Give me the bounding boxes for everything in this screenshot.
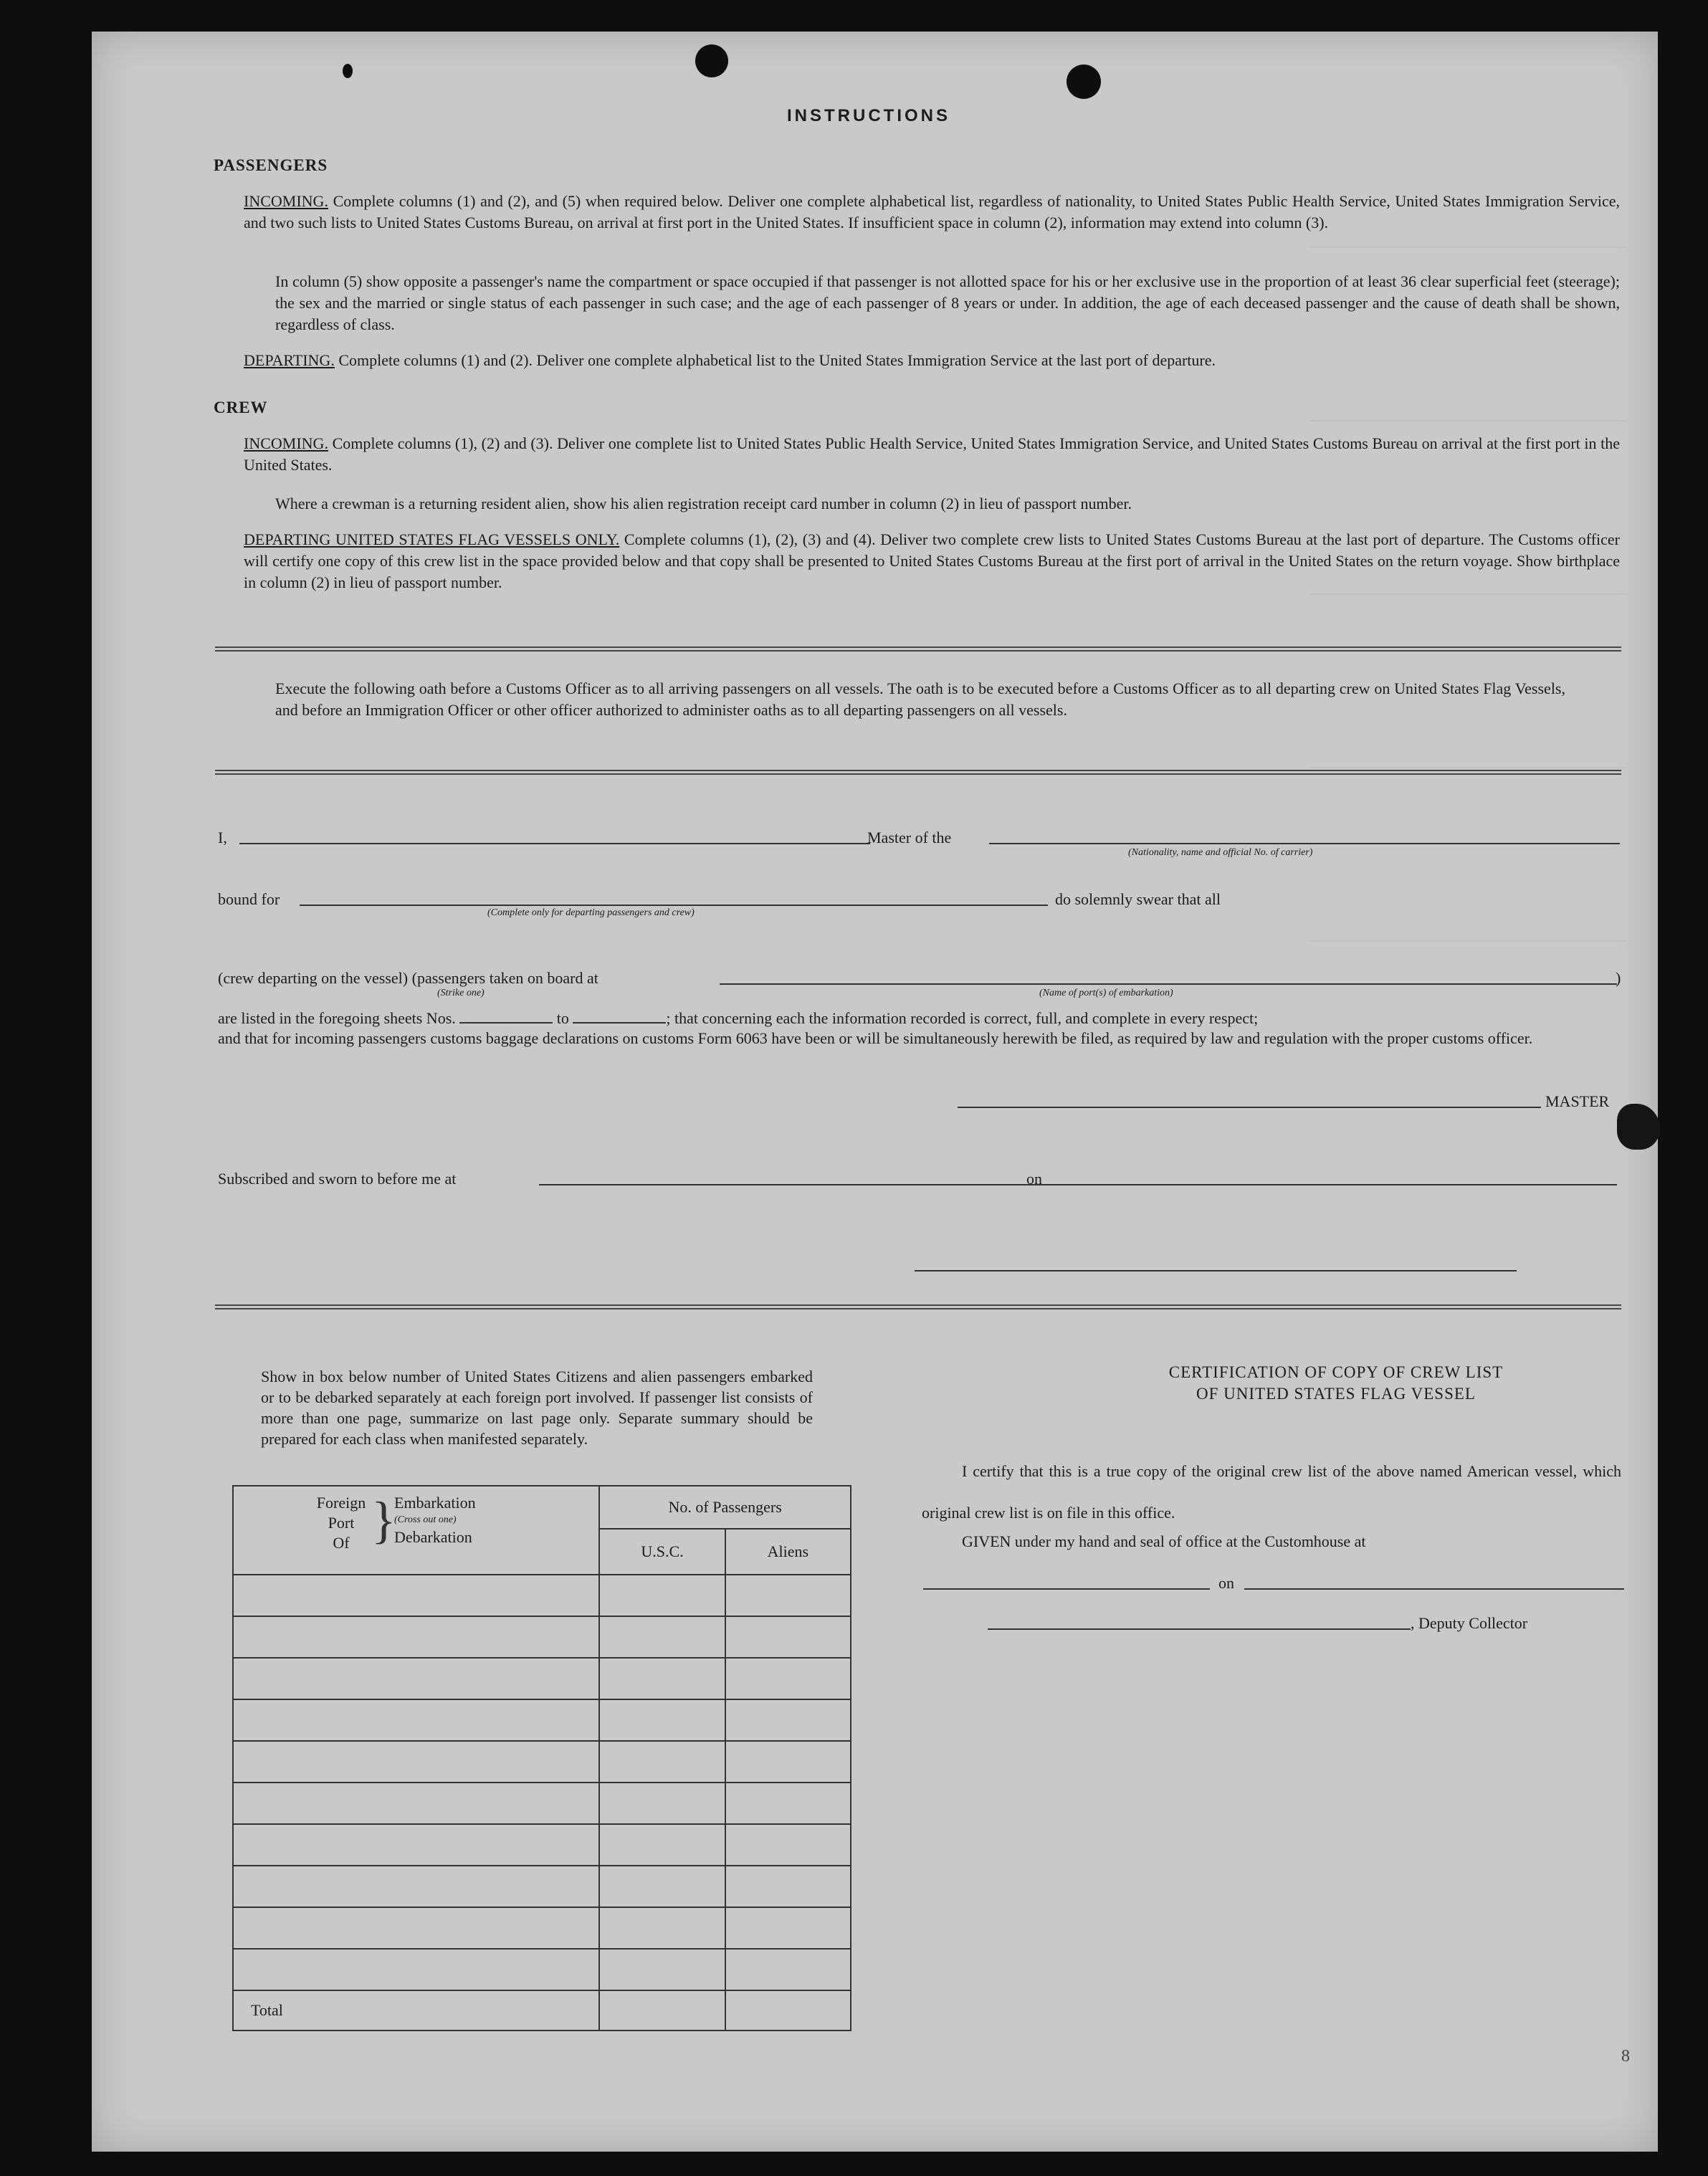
page-mark: 8 <box>1621 2047 1630 2066</box>
passengers-header: No. of Passengers <box>599 1486 851 1529</box>
usc-cell[interactable] <box>599 1575 725 1616</box>
crew-incoming-text: Complete columns (1), (2) and (3). Deliver one complete list to United States Public Health Service, United States Immigration Service, and United States Customs Bureau on arrival at the first port in the United States. <box>244 434 1621 474</box>
passengers-departing-text: Complete columns (1) and (2). Deliver one complete alphabetical list to the United States Immigration Service at the last port of departure. <box>338 351 1216 369</box>
closing-paren: ) <box>1616 969 1621 987</box>
certification-title-2: OF UNITED STATES FLAG VESSEL <box>1196 1385 1476 1403</box>
crew-departing <box>244 529 1620 593</box>
strike-one-note: (Strike one) <box>437 988 485 998</box>
usc-cell[interactable] <box>599 1699 725 1741</box>
bound-for-field[interactable] <box>300 905 1048 906</box>
col-port-c: Of <box>333 1534 350 1552</box>
oath-listed <box>218 1008 1620 1029</box>
oath-i-label: I, <box>218 829 227 846</box>
aliens-cell[interactable] <box>725 1783 851 1824</box>
summary-instructions: Show in box below number of United States Citizens and alien passengers embarked or to be debarked separately at each foreign port involved. If passenger list consists of more than one page, summarize on last page only. Separate summary should be prepared for each class when manifested separately. <box>261 1368 813 1448</box>
port-cell[interactable] <box>233 1658 599 1699</box>
brace-glyph: } <box>371 1492 396 1549</box>
oath-declarations: and that for incoming passengers customs baggage declarations on customs Form 6063 have been or will be simultaneously herewith be filed, as required by law and regulation with the proper customs officer. <box>218 1029 1533 1047</box>
aliens-cell[interactable] <box>725 1824 851 1866</box>
passengers-departing-label: DEPARTING. <box>244 351 335 369</box>
total-label: Total <box>233 1990 599 2031</box>
aliens-cell[interactable] <box>725 1866 851 1907</box>
to-text: to <box>556 1009 569 1027</box>
punch-hole <box>1067 65 1101 99</box>
master-label: MASTER <box>1545 1092 1610 1110</box>
col-port-b: Port <box>328 1514 355 1532</box>
port-cell[interactable] <box>233 1866 599 1907</box>
passengers-incoming-label: INCOMING. <box>244 192 328 210</box>
usc-cell[interactable] <box>599 1616 725 1658</box>
embarkation-port-field[interactable] <box>720 983 1617 985</box>
port-cell[interactable] <box>233 1616 599 1658</box>
oath-subscribed: Subscribed and sworn to before me at <box>218 1170 457 1188</box>
aliens-cell[interactable] <box>725 1658 851 1699</box>
oath-crew-departing: (crew departing on the vessel) (passengers taken on board at <box>218 969 598 987</box>
usc-cell[interactable] <box>599 1866 725 1907</box>
table-header-row <box>233 1486 851 1529</box>
passengers-departing <box>244 350 1620 371</box>
master-name-field[interactable] <box>239 843 870 844</box>
aliens-cell[interactable] <box>725 1575 851 1616</box>
summary-divider <box>215 1304 1621 1309</box>
oath-solemnly: do solemnly swear that all <box>1055 890 1221 908</box>
aliens-cell[interactable] <box>725 1616 851 1658</box>
certification-date-field[interactable] <box>1244 1588 1624 1590</box>
port-cell[interactable] <box>233 1575 599 1616</box>
vessel-name-field[interactable] <box>989 843 1620 844</box>
customhouse-field[interactable] <box>923 1588 1210 1590</box>
table-row <box>233 1699 851 1741</box>
port-cell[interactable] <box>233 1907 599 1949</box>
usc-cell[interactable] <box>599 1658 725 1699</box>
passengers-incoming-text: Complete columns (1) and (2), and (5) when required below. Deliver one complete alphabetical list, regardless of nationality, to United States Public Health Service, United States Immigration Service, and two such lists to United States Customs Bureau, on arrival at first port in the United States. If insufficient space in column (2), information may extend into column (3). <box>244 192 1621 232</box>
form-page <box>92 32 1658 2152</box>
torn-edge <box>1617 1104 1660 1150</box>
passenger-summary-table <box>232 1485 851 2031</box>
table-row <box>233 1907 851 1949</box>
sworn-place-field[interactable] <box>539 1184 1084 1185</box>
oath-on: on <box>1026 1170 1042 1188</box>
usc-cell[interactable] <box>599 1907 725 1949</box>
section-divider <box>215 646 1621 652</box>
page-title: INSTRUCTIONS <box>787 106 950 125</box>
usc-cell[interactable] <box>599 1741 725 1783</box>
certification-text: I certify that this is a true copy of the original crew list of the above named American vessel, which original crew list is on file in this office. <box>922 1462 1621 1522</box>
deputy-signature-line[interactable] <box>988 1628 1411 1630</box>
cross-out-note: (Cross out one) <box>394 1514 457 1525</box>
port-cell[interactable] <box>233 1783 599 1824</box>
certification-given: GIVEN under my hand and seal of office at the Customhouse at <box>962 1532 1366 1550</box>
aliens-header: Aliens <box>725 1529 851 1575</box>
oath-intro: Execute the following oath before a Customs Officer as to all arriving passengers on all vessels. The oath is to be executed before a Customs Officer as to all departing crew on United States Flag Vessels, and before an Immigration Officer or other officer authorized to administer oaths as to all departing passengers on all vessels. <box>275 679 1565 719</box>
master-signature-line[interactable] <box>958 1107 1541 1108</box>
aliens-cell[interactable] <box>725 1949 851 1990</box>
crew-incoming-label: INCOMING. <box>244 434 328 452</box>
deputy-collector-label: , Deputy Collector <box>1411 1614 1528 1632</box>
port-cell[interactable] <box>233 1949 599 1990</box>
crew-returning-text: Where a crewman is a returning resident alien, show his alien registration receipt card number in column (2) in lieu of passport number. <box>275 495 1132 512</box>
oath-bound-for: bound for <box>218 890 280 908</box>
ports-note: (Name of port(s) of embarkation) <box>1039 988 1173 998</box>
crew-departing-text: Complete columns (1), (2), (3) and (4). Deliver two complete crew lists to United States Customs Bureau at the last port of departure. The Customs officer will certify one copy of this crew list in the space provided below and that copy shall be presented to United States Customs Bureau at the first port of arrival in the United States on the return voyage. Show birthplace in column (2) in lieu of passport number. <box>244 530 1620 591</box>
passengers-incoming <box>244 191 1620 234</box>
port-cell[interactable] <box>233 1741 599 1783</box>
ink-speck <box>343 64 353 78</box>
certification-on: on <box>1218 1574 1234 1592</box>
punch-hole <box>695 44 728 77</box>
table-row <box>233 1783 851 1824</box>
aliens-cell[interactable] <box>725 1699 851 1741</box>
passengers-heading: PASSENGERS <box>214 156 328 174</box>
port-cell[interactable] <box>233 1824 599 1866</box>
col-embark: Embarkation <box>394 1494 476 1512</box>
aliens-cell[interactable] <box>725 1907 851 1949</box>
listed-text-b: ; that concerning each the information recorded is correct, full, and complete in every respect; <box>666 1009 1259 1027</box>
table-total-row <box>233 1990 851 2031</box>
usc-cell[interactable] <box>599 1824 725 1866</box>
table-row <box>233 1575 851 1616</box>
col-debark: Debarkation <box>394 1528 472 1546</box>
usc-total-cell[interactable] <box>599 1990 725 2031</box>
sheet-from-field[interactable] <box>459 1008 553 1023</box>
crew-departing-label: DEPARTING UNITED STATES FLAG VESSELS ONLY. <box>244 530 620 548</box>
officer-signature-line[interactable] <box>915 1270 1517 1271</box>
col-port-a: Foreign <box>316 1494 366 1512</box>
port-cell[interactable] <box>233 1699 599 1741</box>
sheet-to-field[interactable] <box>573 1008 666 1023</box>
port-header <box>233 1486 599 1575</box>
oath-master-of: Master of the <box>867 829 952 846</box>
aliens-cell[interactable] <box>725 1741 851 1783</box>
certification-title-1: CERTIFICATION OF COPY OF CREW LIST <box>1168 1363 1504 1381</box>
listed-text-a: are listed in the foregoing sheets Nos. <box>218 1009 456 1027</box>
table-row <box>233 1824 851 1866</box>
oath-divider <box>215 770 1621 775</box>
table-row <box>233 1741 851 1783</box>
usc-header: U.S.C. <box>599 1529 725 1575</box>
sworn-date-field[interactable] <box>1058 1184 1617 1185</box>
passengers-column5-text: In column (5) show opposite a passenger's name the compartment or space occupied if that passenger is not allotted space for his or her exclusive use in the proportion of at least 36 clear superficial feet (steerage); the sex and the married or single status of each passenger in such case; and the age of each passenger of 8 years or under. In addition, the age of each deceased passenger and the cause of death shall be shown, regardless of class. <box>275 272 1620 333</box>
usc-cell[interactable] <box>599 1783 725 1824</box>
table-row <box>233 1949 851 1990</box>
table-row <box>233 1866 851 1907</box>
usc-cell[interactable] <box>599 1949 725 1990</box>
nationality-note: (Nationality, name and official No. of carrier) <box>1128 847 1313 858</box>
crew-heading: CREW <box>214 399 268 416</box>
departing-note: (Complete only for departing passengers and crew) <box>487 907 695 918</box>
table-row <box>233 1616 851 1658</box>
crew-incoming <box>244 433 1620 476</box>
table-row <box>233 1658 851 1699</box>
aliens-total-cell[interactable] <box>725 1990 851 2031</box>
